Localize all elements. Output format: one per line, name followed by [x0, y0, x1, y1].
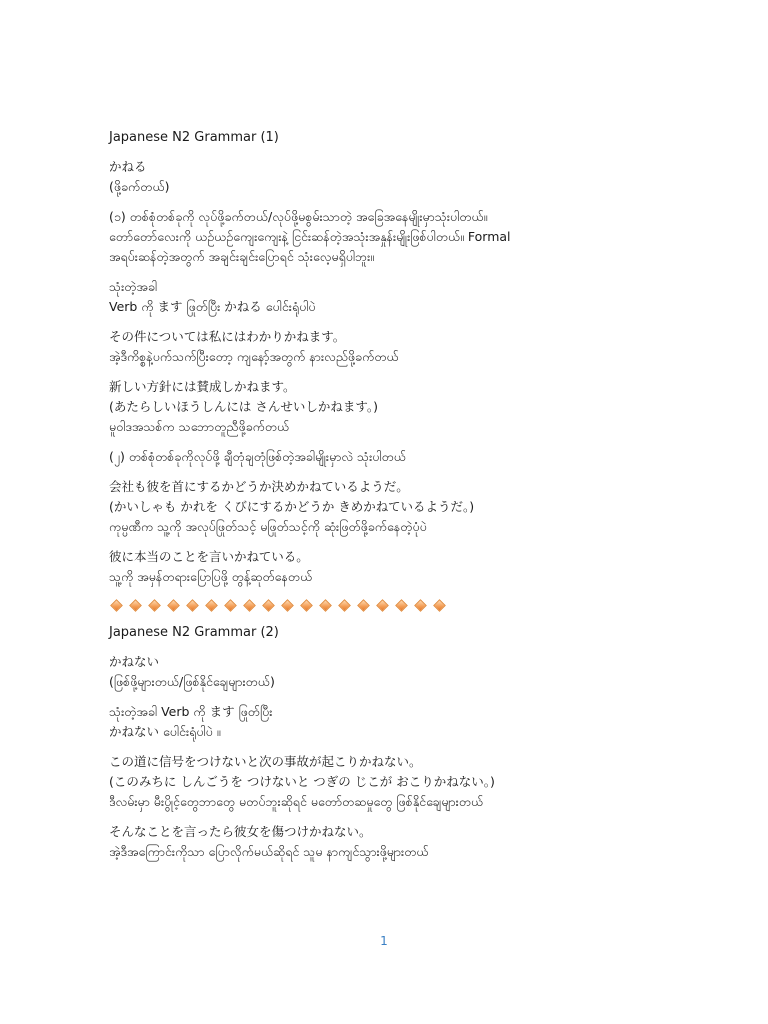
diamond-icon — [205, 599, 218, 612]
grammar-pattern: かねない — [109, 654, 160, 669]
diamond-icon — [186, 599, 199, 612]
section2-usage — [109, 702, 729, 742]
diamond-icon — [300, 599, 313, 612]
section2-heading — [109, 652, 729, 692]
diamond-icon — [357, 599, 370, 612]
diamond-icon — [243, 599, 256, 612]
section1-title: Japanese N2 Grammar (1) — [109, 130, 279, 145]
example-translation: သူ့ကို အမှန်တရားပြောပြဖို့ တွန့်ဆုတ်နေတယ် — [109, 569, 313, 584]
section2-example2 — [109, 822, 729, 862]
page-number: 1 — [380, 934, 388, 948]
example-translation: ဒီလမ်းမှာ မီးပွိုင့်တွေဘာတွေ မတပ်ဘူးဆိုရင် မတော်တဆမှုတွေ ဖြစ်နိုင်ချေများတယ် — [109, 794, 484, 809]
diamond-icon — [376, 599, 389, 612]
example-translation: မူဝါဒအသစ်က သဘောတူညီဖို့ခက်တယ် — [109, 419, 290, 434]
example-japanese: そんなことを言ったら彼女を傷つけかねない。 — [109, 824, 372, 839]
example-japanese: 彼に本当のことを言いかねている。 — [109, 549, 309, 564]
meaning-line: အရပ်းဆန်တဲ့အတွက် အချင်းချင်းပြောရင် သုံးလေ့မရှိပါဘူး။ — [109, 249, 375, 264]
section2-example1 — [109, 752, 729, 812]
usage-rule: သုံးတဲ့အခါ Verb ကို ます ဖြုတ်ပြီး — [109, 704, 273, 719]
usage-label: သုံးတဲ့အခါ — [109, 279, 158, 294]
diamond-icon — [167, 599, 180, 612]
section2-title: Japanese N2 Grammar (2) — [109, 625, 279, 640]
diamond-icon — [281, 599, 294, 612]
diamond-icon — [433, 599, 446, 612]
diamond-icon — [224, 599, 237, 612]
grammar-meaning: (ဖို့ခက်တယ်) — [109, 179, 170, 194]
document-page — [109, 128, 729, 872]
meaning-line: (၁) တစ်စုံတစ်ခုကို လုပ်ဖို့ခက်တယ်/လုပ်ဖို့မစွမ်းသာတဲ့ အခြေအနေမျိုးမှာသုံးပါတယ်။ — [109, 209, 488, 224]
example-translation: အဲ့ဒီအကြောင်းကိုသာ ပြောလိုက်မယ်ဆိုရင် သူမ နာကျင်သွားဖို့များတယ် — [109, 844, 429, 859]
usage-rule: かねない ပေါင်းရုံပါပဲ ။ — [109, 724, 221, 739]
section1-meaning2 — [109, 447, 729, 467]
diamond-icon — [319, 599, 332, 612]
example-reading: (このみちに しんごうを つけないと つぎの じこが おこりかねない。) — [109, 774, 495, 789]
diamond-icon — [110, 599, 123, 612]
example-japanese: 新しい方針には賛成しかねます。 — [109, 379, 296, 394]
example-reading: (あたらしいほうしんには さんせいしかねます。) — [109, 399, 378, 414]
section1-example1 — [109, 327, 729, 367]
section1-heading — [109, 157, 729, 197]
diamond-icon — [129, 599, 142, 612]
example-japanese: この道に信号をつけないと次の事故が起こりかねない。 — [109, 754, 422, 769]
meaning-line: (၂) တစ်စုံတစ်ခုကိုလုပ်ဖို့ ချီတုံချတုံဖြစ်တဲ့အခါမျိုးမှာလဲ သုံးပါတယ် — [109, 449, 406, 464]
usage-rule: Verb ကို ます ဖြုတ်ပြီး かねる ပေါင်းရုံပါပဲ — [109, 299, 316, 314]
grammar-pattern: かねる — [109, 159, 147, 174]
section1-example3 — [109, 477, 729, 537]
grammar-meaning: (ဖြစ်ဖို့များတယ်/ဖြစ်နိုင်ချေများတယ်) — [109, 674, 275, 689]
example-japanese: その件については私にはわかりかねます。 — [109, 329, 346, 344]
meaning-line: တော်တော်လေးကို ယဉ်ယဉ်ကျေးကျေးနဲ့ ငြင်းဆန်တဲ့အသုံးအနှုန်းမျိုးဖြစ်ပါတယ်။ Formal — [109, 229, 511, 244]
example-translation: အဲ့ဒီကိစ္စနဲ့ပက်သက်ပြီးတော့ ကျနော့်အတွက် နားလည်ဖို့ခက်တယ် — [109, 349, 399, 364]
example-japanese: 会社も彼を首にするかどうか決めかねているようだ。 — [109, 479, 409, 494]
diamond-icon — [148, 599, 161, 612]
section1-usage — [109, 277, 729, 317]
section1-example4 — [109, 547, 729, 587]
example-translation: ကုမ္ပဏီက သူ့ကို အလုပ်ဖြုတ်သင့် မဖြုတ်သင့်ကို ဆုံးဖြတ်ဖို့ခက်နေတဲ့ပုံပဲ — [109, 519, 427, 534]
diamond-divider — [109, 597, 729, 613]
diamond-icon — [338, 599, 351, 612]
diamond-icon — [262, 599, 275, 612]
diamond-icon — [414, 599, 427, 612]
section1-meaning1 — [109, 207, 729, 267]
section1-example2 — [109, 377, 729, 437]
diamond-icon — [395, 599, 408, 612]
example-reading: (かいしゃも かれを くびにするかどうか きめかねているようだ。) — [109, 499, 475, 514]
